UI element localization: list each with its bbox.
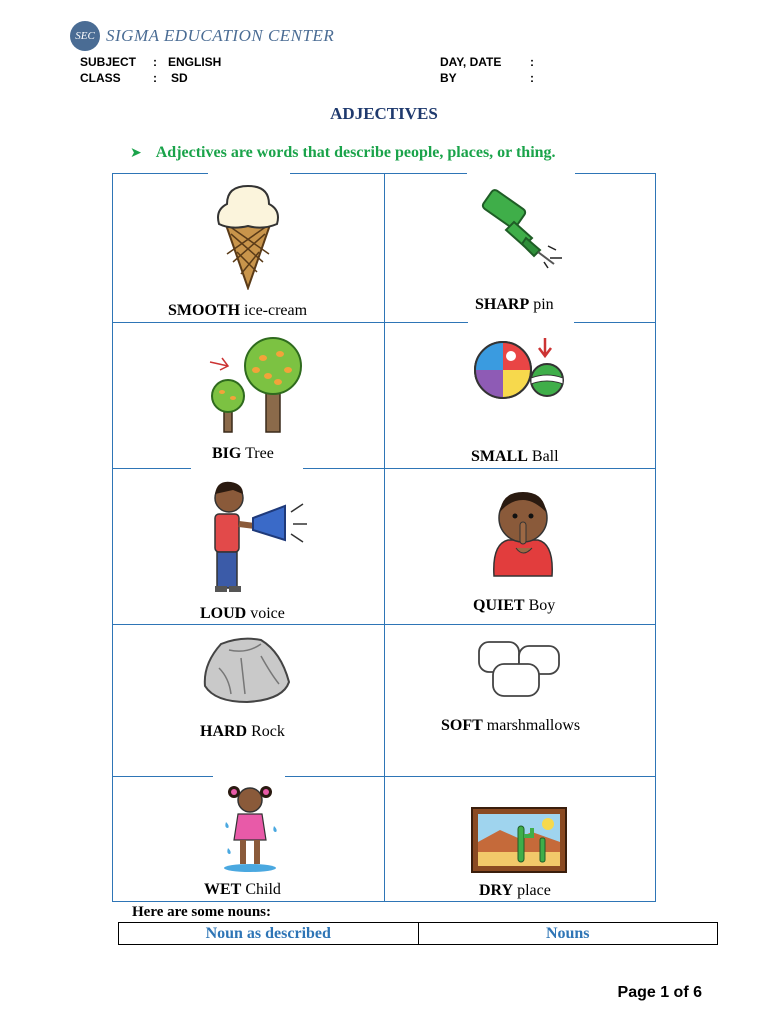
wet-child-icon xyxy=(218,782,282,877)
definition-line xyxy=(130,144,556,162)
page-indicator: Page 1 of 6 xyxy=(617,984,702,1001)
push-pin-icon xyxy=(478,188,568,275)
day-date-label: DAY, DATE xyxy=(440,55,502,69)
nouns-table-header-described: Noun as described xyxy=(119,923,419,944)
subject-colon: : xyxy=(153,55,157,69)
trees-icon xyxy=(208,336,308,441)
cell-caption-soft: SOFT marshmallows xyxy=(441,717,581,734)
class-colon: : xyxy=(153,71,157,85)
cell-caption-quiet: QUIET Boy xyxy=(473,597,556,614)
definition-text: Adjectives are words that describe people, places, or thing. xyxy=(155,144,556,161)
cell-caption-smooth: SMOOTH ice-cream xyxy=(168,302,308,319)
marshmallows-icon xyxy=(473,636,565,707)
logo-mark: SEC xyxy=(70,21,100,51)
day-date-colon: : xyxy=(530,55,534,69)
cell-caption-small: SMALL Ball xyxy=(471,448,559,465)
cell-caption-dry: DRY place xyxy=(479,882,551,899)
cell-caption-big: BIG Tree xyxy=(212,445,274,462)
cell-caption-sharp: SHARP pin xyxy=(475,296,554,313)
subject-label: SUBJECT xyxy=(80,55,137,69)
by-colon: : xyxy=(530,71,534,85)
class-label: CLASS xyxy=(80,71,121,85)
quiet-boy-icon xyxy=(488,484,558,583)
desert-icon xyxy=(470,806,568,879)
ice-cream-icon xyxy=(213,182,283,295)
page-title: ADJECTIVES xyxy=(330,104,438,123)
subject-value: ENGLISH xyxy=(168,55,222,69)
cell-caption-wet: WET Child xyxy=(204,881,281,898)
cell-caption-hard: HARD Rock xyxy=(200,723,285,740)
adjective-grid xyxy=(112,173,656,902)
by-label: BY xyxy=(440,71,457,85)
megaphone-boy-icon xyxy=(203,476,313,601)
logo-text: SIGMA EDUCATION CENTER xyxy=(106,26,335,45)
cell-caption-loud: LOUD voice xyxy=(200,605,285,622)
logo xyxy=(70,20,334,52)
nouns-table xyxy=(118,922,718,945)
arrow-bullet-icon: ➤ xyxy=(130,145,142,161)
nouns-table-header-nouns: Nouns xyxy=(545,925,590,942)
class-value: SD xyxy=(171,71,188,85)
balls-icon xyxy=(473,334,567,405)
nouns-intro: Here are some nouns: xyxy=(132,904,272,920)
rock-icon xyxy=(201,634,293,711)
